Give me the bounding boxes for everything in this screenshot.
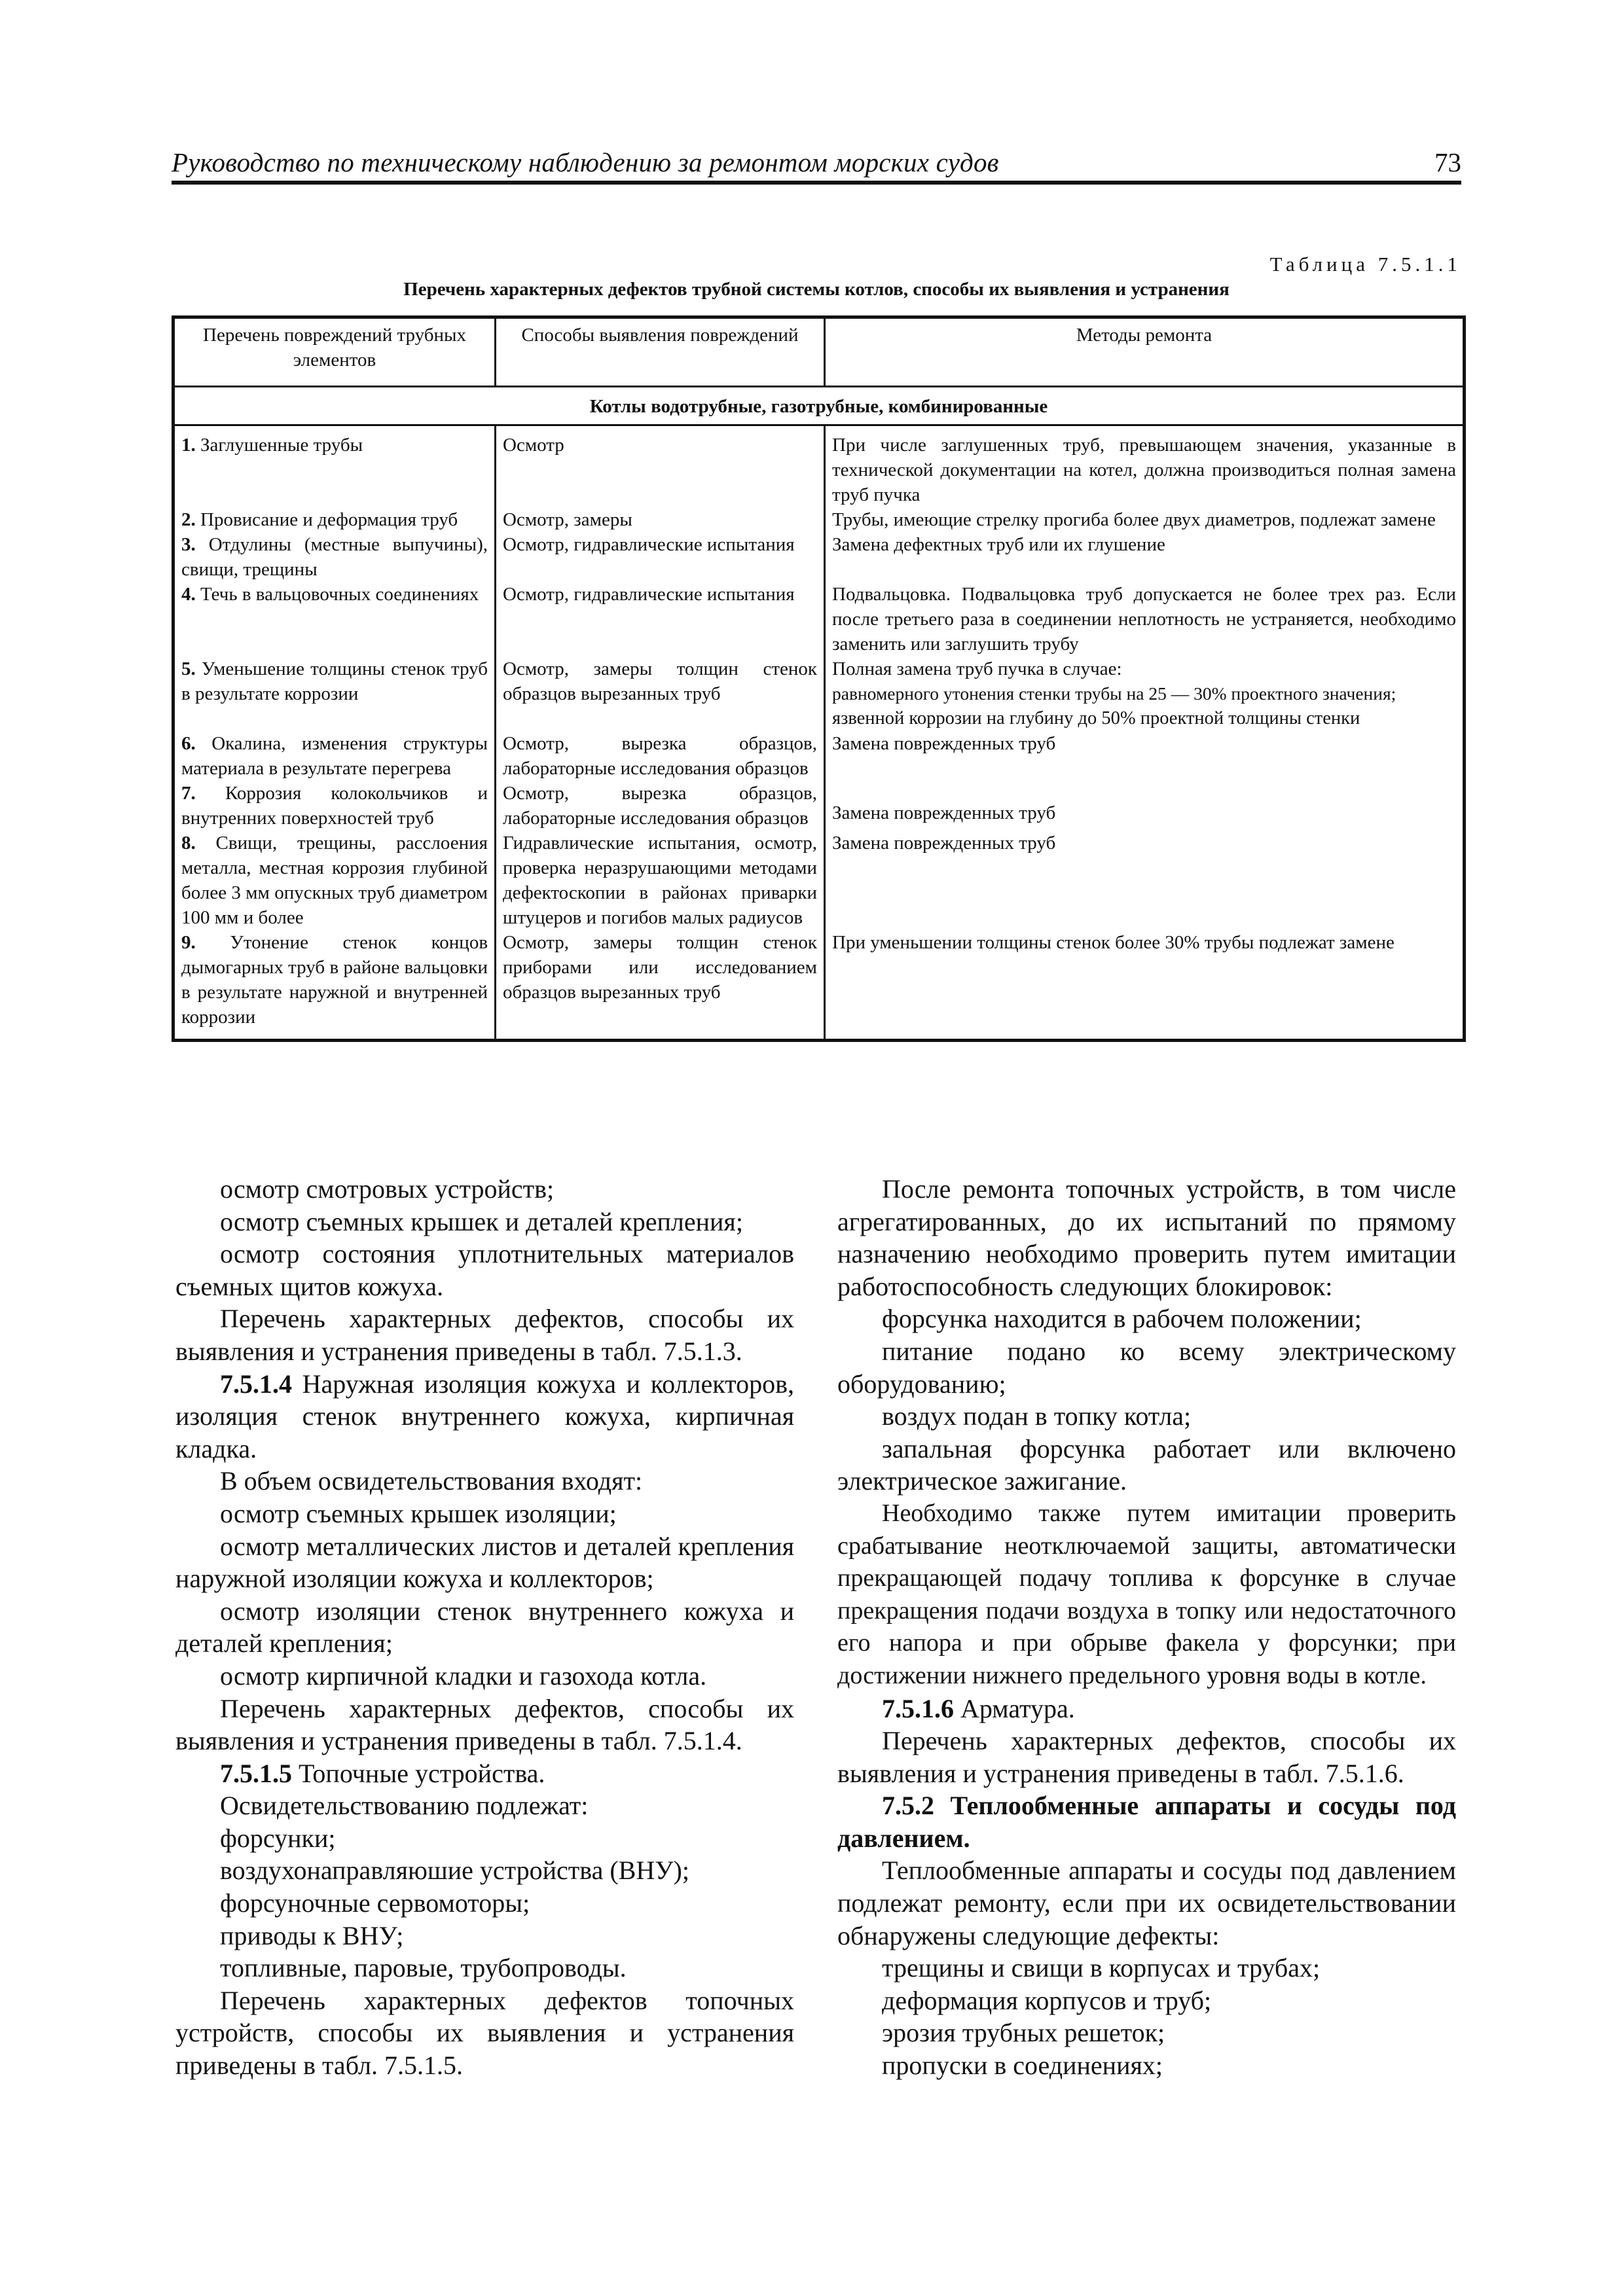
damage-text: Свищи, трещины, расслоения металла, местная коррозия глубиной более 3 мм опускных труб диаметром 100 мм и более — [181, 833, 488, 928]
paragraph: запальная форсунка работает или включено электрическое зажигание. — [837, 1433, 1456, 1496]
section-paragraph — [175, 1368, 794, 1465]
damage-cell — [173, 781, 496, 831]
section-paragraph — [837, 1693, 1456, 1725]
paragraph: воздухонаправляюшие устройства (ВНУ); — [220, 1856, 689, 1886]
right-text-column — [837, 1173, 1456, 2082]
damage-cell — [173, 532, 496, 582]
damage-text: Течь в вальцовочных соединениях — [200, 584, 479, 605]
detection-cell: Осмотр, вырезка образцов, лабораторные исследования образцов — [496, 781, 825, 831]
table-row — [173, 731, 1465, 781]
section-text: Арматура. — [954, 1693, 1075, 1723]
paragraph: топливные, паровые, трубопроводы. — [220, 1953, 627, 1983]
repair-cell: Замена дефектных труб или их глушение — [825, 532, 1465, 582]
damage-cell — [173, 507, 496, 532]
repair-case: равномерного утонения стенки трубы на 25 — 30% проектного значения; — [832, 683, 1396, 704]
row-number: 2. — [181, 509, 196, 530]
row-number: 4. — [181, 584, 196, 605]
paragraph: осмотр состояния уплотнительных материалов съемных щитов кожуха. — [175, 1239, 794, 1301]
row-number: 9. — [181, 932, 196, 953]
paragraph: пропуски в соединениях; — [882, 2051, 1163, 2081]
section-number: 7.5.1.4 — [220, 1369, 292, 1399]
section-number: 7.5.1.5 — [220, 1758, 292, 1788]
paragraph: питание подано ко всему электрическому оборудованию; — [837, 1336, 1456, 1399]
row-number: 1. — [181, 435, 196, 456]
table-row — [173, 656, 1465, 731]
table-number: Таблица 7.5.1.1 — [1269, 253, 1461, 276]
section-text: Топочные устройства. — [292, 1758, 545, 1788]
page-number: 73 — [1434, 147, 1461, 177]
paragraph: После ремонта топочных устройств, в том числе агрегатированных, до их испытаний по прямому назначению необходимо проверить путем имитации работоспособность следующих блокировок: — [837, 1174, 1456, 1301]
repair-cell: Замена поврежденных труб — [825, 781, 1465, 831]
damage-text: Окалина, изменения структуры материала в результате перегрева — [181, 733, 488, 779]
column-header: Способы выявления повреждений — [496, 317, 825, 387]
detection-cell: Осмотр — [496, 425, 825, 508]
detection-cell: Осмотр, гидравлические испытания — [496, 582, 825, 656]
damage-cell — [173, 731, 496, 781]
section-paragraph — [175, 1757, 794, 1790]
paragraph: В объем освидетельствования входят: — [220, 1466, 643, 1496]
repair-case: язвенной коррозии на глубину до 50% проектной толщины стенки — [832, 708, 1360, 728]
table-row — [173, 532, 1465, 582]
section-heading: 7.5.2 Теплообменные аппараты и сосуды под давлением. — [837, 1791, 1456, 1853]
paragraph: Перечень характерных дефектов, способы их выявления и устранения приведены в табл. 7.5.1.4. — [175, 1693, 794, 1756]
detection-cell: Гидравлические испытания, осмотр, проверка неразрушающими методами дефектоскопии в районах приварки штуцеров и погибов малых радиусов — [496, 831, 825, 930]
damage-text: Утонение стенок концов дымогарных труб в районе вальцовки в результате наружной и внутренней коррозии — [181, 932, 488, 1028]
repair-cell: При уменьшении толщины стенок более 30% трубы подлежат замене — [825, 930, 1465, 1041]
damage-cell — [173, 656, 496, 731]
damage-text: Провисание и деформация труб — [200, 509, 458, 530]
left-text-column — [175, 1173, 794, 2082]
damage-cell — [173, 831, 496, 930]
paragraph: трещины и свищи в корпусах и трубах; — [882, 1953, 1321, 1983]
paragraph: Освидетельствованию подлежат: — [220, 1791, 589, 1821]
repair-text: Полная замена труб пучка в случае: — [832, 658, 1122, 679]
repair-cell: Замена поврежденных труб — [825, 731, 1465, 781]
detection-cell: Осмотр, гидравлические испытания — [496, 532, 825, 582]
table-section-row — [173, 387, 1465, 425]
section-text: Наружная изоляция кожуха и коллекторов, изоляция стенок внутреннего кожуха, кирпичная кладка. — [175, 1369, 794, 1463]
paragraph: форсунки; — [220, 1823, 336, 1853]
paragraph: Необходимо также путем имитации проверить срабатывание неотключаемой защиты, автоматически прекращающей подачу топлива к форсунке в случае прекращения подачи воздуха в топку или недостаточного его напора и при обрыве факела у форсунки; при достижении нижнего предельного уровня воды в котле. — [837, 1499, 1456, 1689]
repair-cell — [825, 656, 1465, 731]
paragraph: осмотр металлических листов и деталей крепления наружной изоляции кожуха и коллекторов; — [175, 1531, 794, 1594]
running-header — [172, 143, 1461, 185]
repair-cell: Замена поврежденных труб — [825, 831, 1465, 930]
section-number: 7.5.1.6 — [882, 1693, 954, 1723]
paragraph: эрозия трубных решеток; — [882, 2018, 1165, 2048]
damage-text: Отдулины (местные выпучины), свищи, трещины — [181, 534, 488, 580]
table-row — [173, 425, 1465, 508]
paragraph: приводы к ВНУ; — [220, 1920, 404, 1950]
paragraph: осмотр изоляции стенок внутреннего кожуха и деталей крепления; — [175, 1596, 794, 1659]
paragraph: осмотр съемных крышек изоляции; — [220, 1498, 617, 1528]
table-row — [173, 582, 1465, 656]
paragraph: воздух подан в топку котла; — [882, 1401, 1192, 1431]
paragraph: Перечень характерных дефектов, способы их выявления и устранения приведены в табл. 7.5.1.6. — [837, 1726, 1456, 1788]
repair-cell: Подвальцовка. Подвальцовка труб допускается не более трех раз. Если после третьего раза в соединении неплотность не устраняется, необходимо заменить или заглушить трубу — [825, 582, 1465, 656]
repair-cell: При числе заглушенных труб, превышающем значения, указанные в технической документации на котел, должна производиться полная замена труб пучка — [825, 425, 1465, 508]
paragraph: Перечень характерных дефектов, способы их выявления и устранения приведены в табл. 7.5.1.3. — [175, 1304, 794, 1366]
repair-cell: Трубы, имеющие стрелку прогиба более двух диаметров, подлежат замене — [825, 507, 1465, 532]
row-number: 6. — [181, 733, 196, 754]
defects-table — [172, 315, 1466, 1042]
paragraph: форсуночные сервомоторы; — [220, 1888, 530, 1918]
damage-cell — [173, 930, 496, 1041]
paragraph: осмотр кирпичной кладки и газохода котла. — [220, 1660, 707, 1691]
row-number: 8. — [181, 833, 196, 853]
row-number: 3. — [181, 534, 196, 555]
table-row — [173, 781, 1465, 831]
detection-cell: Осмотр, замеры — [496, 507, 825, 532]
paragraph: осмотр смотровых устройств; — [220, 1174, 555, 1204]
section-title: Котлы водотрубные, газотрубные, комбинированные — [173, 387, 1465, 425]
paragraph: деформация корпусов и труб; — [882, 1985, 1212, 2015]
table-caption: Перечень характерных дефектов трубной системы котлов, способы их выявления и устранения — [403, 279, 1230, 300]
column-header: Перечень повреждений трубных элементов — [173, 317, 496, 387]
running-title: Руководство по техническому наблюдению за ремонтом морских судов — [172, 147, 999, 177]
table-row — [173, 930, 1465, 1041]
damage-cell — [173, 582, 496, 656]
paragraph: форсунка находится в рабочем положении; — [882, 1304, 1362, 1334]
damage-text: Заглушенные трубы — [200, 435, 363, 456]
damage-text: Уменьшение толщины стенок труб в результате коррозии — [181, 658, 488, 704]
paragraph: Теплообменные аппараты и сосуды под давлением подлежат ремонту, если при их освидетельствовании обнаружены следующие дефекты: — [837, 1856, 1456, 1950]
detection-cell: Осмотр, вырезка образцов, лабораторные исследования образцов — [496, 731, 825, 781]
paragraph: осмотр съемных крышек и деталей крепления; — [220, 1206, 743, 1236]
damage-cell — [173, 425, 496, 508]
column-header: Методы ремонта — [825, 317, 1465, 387]
table-row — [173, 831, 1465, 930]
table-row — [173, 507, 1465, 532]
table-header-row — [173, 317, 1465, 387]
detection-cell: Осмотр, замеры толщин стенок приборами или исследованием образцов вырезанных труб — [496, 930, 825, 1041]
detection-cell: Осмотр, замеры толщин стенок образцов вырезанных труб — [496, 656, 825, 731]
row-number: 7. — [181, 783, 196, 804]
paragraph: Перечень характерных дефектов топочных устройств, способы их выявления и устранения приведены в табл. 7.5.1.5. — [175, 1985, 794, 2081]
row-number: 5. — [181, 658, 196, 679]
damage-text: Коррозия колокольчиков и внутренних поверхностей труб — [181, 783, 488, 829]
